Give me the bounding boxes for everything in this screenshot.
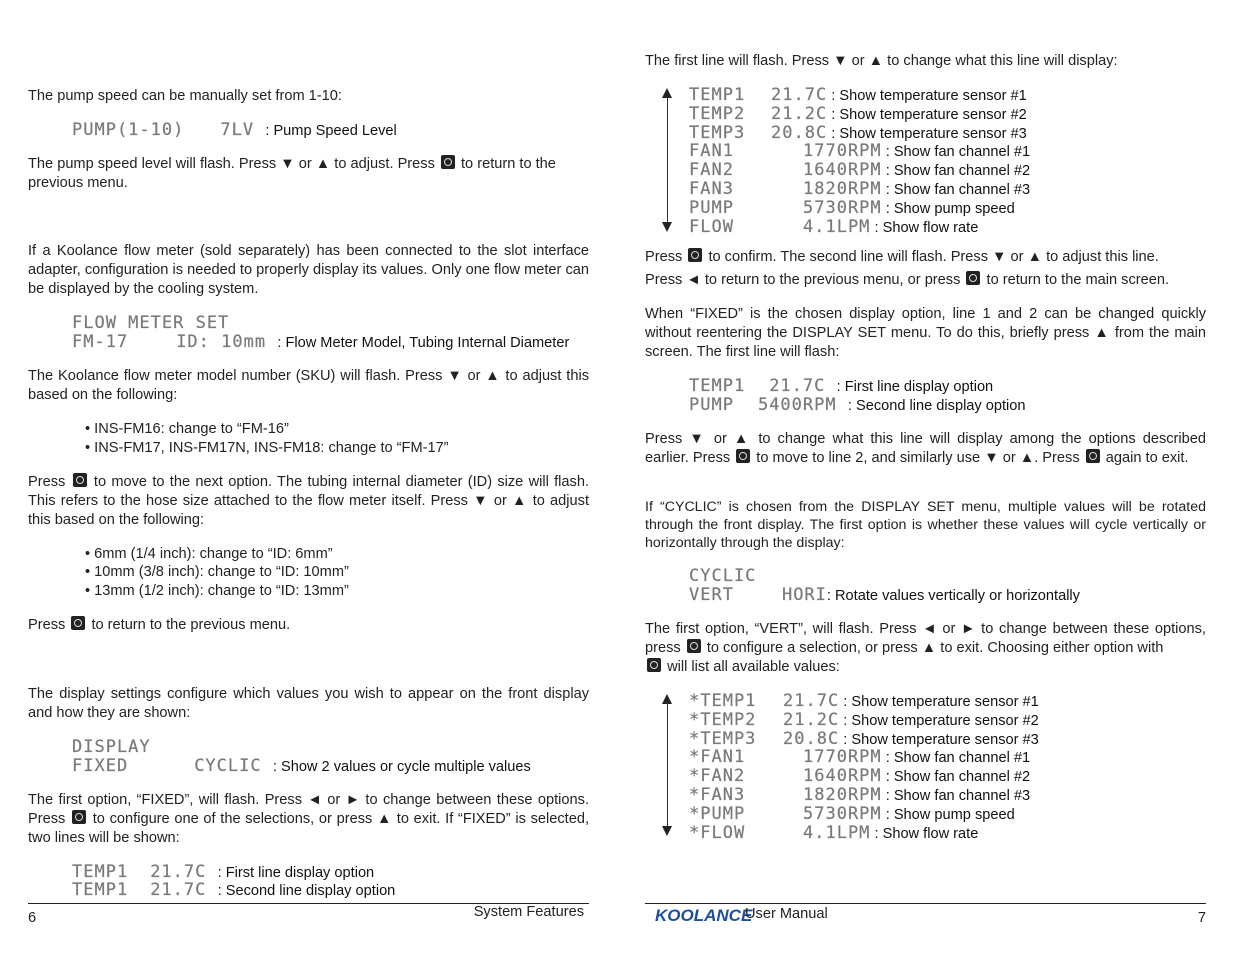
- text-part: to return to the previous menu.: [28, 156, 556, 191]
- lcd-label: FAN3: [689, 179, 734, 199]
- lcd-value: 5730RPM: [803, 803, 882, 824]
- lcd-label: *FAN2: [689, 766, 746, 787]
- lcd-description: First line display option: [225, 865, 375, 881]
- text-part: The first option, “FIXED”, will flash. Press ◄ or ► to change between these options. Press: [28, 792, 589, 827]
- lcd-label: *PUMP: [689, 803, 746, 824]
- size-bullet: • 6mm (1/4 inch): change to “ID: 6mm”: [85, 546, 333, 562]
- lcd-label: TEMP1: [689, 376, 746, 396]
- lcd-value: 21.7C: [783, 691, 840, 711]
- pump-speed-intro: The pump speed can be manually set from 1-10:: [28, 88, 342, 104]
- lcd-value: 4.1LPM: [803, 216, 871, 237]
- lcd-description: Show temperature sensor #3: [851, 731, 1039, 748]
- option-row: [689, 692, 1039, 711]
- lcd-description-wrap: : Show temperature sensor #2: [839, 712, 1039, 729]
- lcd-label: *TEMP2: [689, 709, 757, 730]
- lcd-description-wrap: : Show fan channel #2: [881, 769, 1031, 786]
- lcd-description-wrap: : Show temperature sensor #1: [827, 88, 1027, 104]
- lcd-description: Second line display option: [225, 883, 396, 899]
- lcd-value: 1820RPM: [803, 785, 882, 805]
- cyclic-intro: If “CYCLIC” is chosen from the DISPLAY SET menu, multiple values will be rotated through the front display. The first option is whether these values will cycle vertically or horizontally through the display:: [645, 499, 1206, 551]
- pump-speed-flash-text: [28, 155, 589, 193]
- select-button-icon: [71, 616, 85, 630]
- quick-lcd-line2: PUMP 5400RPM : Second line display option: [689, 395, 1026, 415]
- flow-meter-model-text: The Koolance flow meter model number (SKU) will flash. Press ▼ or ▲ to adjust this based on the following:: [28, 368, 589, 403]
- lcd-description: Show 2 values or cycle multiple values: [280, 759, 531, 775]
- select-button-icon: [73, 473, 87, 487]
- flow-lcd-line2: FM-17 ID: 10mm : Flow Meter Model, Tubing Internal Diameter: [72, 332, 570, 352]
- text-part: Press: [28, 617, 66, 633]
- text-part: to confirm. The second line will flash. Press ▼ or ▲ to adjust this line.: [708, 249, 1159, 265]
- text-part: will list all available values:: [667, 659, 840, 675]
- lcd-description-wrap: : Show temperature sensor #1: [839, 694, 1039, 710]
- lcd-description: Show pump speed: [893, 806, 1015, 823]
- lcd-description-wrap: : Show fan channel #2: [881, 163, 1031, 180]
- lcd-label: TEMP1: [72, 862, 129, 882]
- lcd-label: FLOW: [689, 216, 734, 237]
- option-row: [689, 142, 1030, 161]
- fixed-option-text: [28, 791, 589, 848]
- text-part: to move to line 2, and similarly use ▼ or ▲. Press: [756, 450, 1080, 466]
- text-part: The pump speed level will flash. Press ▼ or ▲ to adjust. Press: [28, 156, 435, 172]
- text-part: to move to the next option. The tubing internal diameter (ID) size will flash. This refers to the hose size attached to the flow meter itself. Press ▼ or ▲ to adjust this based on the following:: [28, 474, 589, 528]
- lcd-value: 20.8C: [771, 122, 828, 143]
- left-page: [28, 0, 589, 954]
- lcd-description-wrap: : Show flow rate: [870, 825, 979, 842]
- lcd-value: 21.7C: [150, 880, 207, 900]
- lcd-description: Pump Speed Level: [273, 123, 397, 139]
- lcd-description: Show fan channel #3: [893, 788, 1031, 804]
- text-part: Press ◄ to return to the previous menu, or press: [645, 272, 961, 288]
- lcd-description: Show fan channel #3: [893, 182, 1031, 198]
- option-row: [689, 105, 1027, 124]
- lcd-label: TEMP3: [689, 122, 746, 143]
- confirm-text: [645, 248, 1206, 267]
- lcd-label: TEMP1: [72, 880, 129, 900]
- vert-option-text: [645, 620, 1206, 677]
- text-part: to configure one of the selections, or press ▲ to exit. If “FIXED” is selected, two lines will be shown:: [28, 811, 590, 846]
- lcd-label: *FAN1: [689, 747, 746, 768]
- fixed-lcd-line2: TEMP1 21.7C : Second line display option: [72, 880, 396, 900]
- lcd-value: ID: 10mm: [176, 332, 267, 352]
- koolance-logo: KOOLANCE: [655, 906, 753, 925]
- lcd-value: 1770RPM: [803, 747, 882, 768]
- quick-change-instructions: [645, 430, 1206, 468]
- lcd-description: Show fan channel #1: [893, 144, 1031, 161]
- flow-lcd-line1: FLOW METER SET: [72, 313, 230, 333]
- text-part: Press: [28, 474, 66, 490]
- lcd-value: 5400RPM: [757, 395, 837, 415]
- lcd-description-wrap: : Show fan channel #3: [881, 182, 1031, 198]
- option-row: [689, 86, 1027, 105]
- option-row: [689, 161, 1030, 180]
- cyclic-lcd-line2: VERT HORI: Rotate values vertically or horizontally: [689, 585, 1080, 605]
- lcd-value: 20.8C: [783, 728, 840, 749]
- lcd-label: PUMP(1-10): [72, 120, 185, 140]
- select-button-icon: [647, 658, 661, 672]
- lcd-value: 21.7C: [769, 376, 826, 396]
- lcd-value: 7LV: [220, 120, 255, 140]
- tubing-id-text: [28, 473, 589, 530]
- lcd-description: Show fan channel #2: [893, 163, 1031, 180]
- lcd-description-wrap: : Show temperature sensor #2: [827, 106, 1027, 123]
- option-row: [689, 805, 1015, 824]
- lcd-label: *FAN3: [689, 785, 746, 805]
- return-text: [28, 616, 589, 635]
- option-row: [689, 180, 1030, 199]
- option-row: [689, 730, 1039, 749]
- lcd-description-wrap: : Show pump speed: [881, 806, 1015, 823]
- manual-title: User Manual: [745, 906, 828, 922]
- select-button-icon: [72, 810, 86, 824]
- select-button-icon: [441, 155, 455, 169]
- option-row: [689, 218, 978, 237]
- lcd-description-wrap: : Show temperature sensor #3: [839, 731, 1039, 748]
- text-part: The first option, “VERT”, will flash. Press ◄ or ► to change between these options, press: [645, 621, 1206, 656]
- select-button-icon: [966, 271, 980, 285]
- select-button-icon: [688, 248, 702, 262]
- lcd-value: 5730RPM: [803, 197, 882, 218]
- lcd-description-wrap: : Show flow rate: [870, 219, 979, 236]
- fixed-quick-change-text: When “FIXED” is the chosen display option, line 1 and 2 can be changed quickly without reentering the DISPLAY SET menu. To do this, briefly press ▲ from the main screen. The first line will flash:: [645, 306, 1206, 360]
- lcd-description: Show temperature sensor #1: [851, 694, 1039, 710]
- lcd-label: FM-17: [72, 332, 129, 352]
- page-number: 7: [1197, 910, 1206, 926]
- pump-lcd: PUMP(1-10) 7LV : Pump Speed Level: [72, 120, 397, 140]
- page-number: 6: [28, 910, 37, 926]
- lcd-label: PUMP: [689, 197, 734, 218]
- first-line-flash-text: The first line will flash. Press ▼ or ▲ to change what this line will display:: [645, 53, 1118, 69]
- lcd-value: HORI: [781, 585, 827, 605]
- right-page: [645, 0, 1206, 954]
- display-lcd-line1: DISPLAY: [72, 737, 151, 757]
- lcd-value: 21.2C: [771, 103, 828, 124]
- lcd-description-wrap: : Show fan channel #3: [881, 788, 1031, 804]
- footer-rule: [645, 903, 1206, 904]
- model-bullet: • INS-FM16: change to “FM-16”: [85, 421, 289, 437]
- text-part: to return to the previous menu.: [91, 617, 291, 633]
- lcd-value: 1640RPM: [803, 160, 882, 181]
- lcd-description: Show fan channel #2: [893, 769, 1031, 786]
- text-part: Press ▼ or ▲ to change what this line will display among the options described earlier. Press: [645, 431, 1206, 466]
- return-main-text: [645, 271, 1206, 290]
- lcd-value: 1820RPM: [803, 179, 882, 199]
- lcd-description-wrap: : Show fan channel #1: [881, 144, 1031, 161]
- display-settings-intro: The display settings configure which values you wish to appear on the front display and how they are shown:: [28, 686, 589, 721]
- lcd-label: TEMP1: [689, 85, 746, 105]
- lcd-description: Show temperature sensor #2: [851, 712, 1039, 729]
- size-bullet: • 13mm (1/2 inch): change to “ID: 13mm”: [85, 583, 349, 599]
- text-part: to return to the main screen.: [986, 272, 1170, 288]
- lcd-label: *FLOW: [689, 822, 746, 843]
- lcd-description: Rotate values vertically or horizontally: [835, 588, 1080, 604]
- flow-meter-intro: If a Koolance flow meter (sold separately) has been connected to the slot interface adapter, configuration is needed to properly display its values. Only one flow meter can be displayed by the cooling system.: [28, 243, 589, 297]
- lcd-label: FAN1: [689, 141, 734, 162]
- lcd-value: CYCLIC: [194, 756, 262, 776]
- lcd-label: PUMP: [689, 395, 734, 415]
- option-row: [689, 199, 1015, 218]
- section-title: System Features: [473, 904, 584, 920]
- option-row: [689, 124, 1027, 143]
- select-button-icon: [687, 639, 701, 653]
- lcd-value: 1770RPM: [803, 141, 882, 162]
- display-lcd-line2: FIXED CYCLIC : Show 2 values or cycle multiple values: [72, 756, 531, 776]
- lcd-label: *TEMP3: [689, 728, 757, 749]
- lcd-label: FIXED: [72, 756, 129, 776]
- lcd-label: FAN2: [689, 160, 734, 181]
- lcd-description: Show flow rate: [882, 219, 979, 236]
- text-part: to configure a selection, or press ▲ to exit. Choosing either option with: [706, 640, 1164, 656]
- lcd-description: Show fan channel #1: [893, 750, 1031, 767]
- cyclic-lcd-line1: CYCLIC: [689, 566, 757, 586]
- lcd-label: TEMP2: [689, 103, 746, 124]
- select-button-icon: [736, 449, 750, 463]
- text-part: Press: [645, 249, 683, 265]
- option-row: [689, 824, 978, 843]
- lcd-description: Show temperature sensor #1: [839, 88, 1027, 104]
- lcd-value: 21.7C: [771, 85, 828, 105]
- option-row: [689, 748, 1030, 767]
- lcd-description-wrap: : Show temperature sensor #3: [827, 125, 1027, 142]
- lcd-description: Flow Meter Model, Tubing Internal Diameter: [285, 335, 570, 351]
- option-row: [689, 711, 1039, 730]
- size-bullet: • 10mm (3/8 inch): change to “ID: 10mm”: [85, 564, 349, 580]
- select-button-icon: [1086, 449, 1100, 463]
- quick-lcd-line1: TEMP1 21.7C : First line display option: [689, 376, 994, 396]
- lcd-description-wrap: : Show fan channel #1: [881, 750, 1031, 767]
- option-row: [689, 786, 1030, 805]
- lcd-description: Show flow rate: [882, 825, 979, 842]
- model-bullet: • INS-FM17, INS-FM17N, INS-FM18: change to “FM-17”: [85, 440, 449, 456]
- lcd-label: VERT: [689, 585, 734, 605]
- lcd-label: *TEMP1: [689, 691, 757, 711]
- lcd-description: Second line display option: [855, 398, 1026, 414]
- option-row: [689, 767, 1030, 786]
- lcd-value: 21.2C: [783, 709, 840, 730]
- lcd-value: 1640RPM: [803, 766, 882, 787]
- lcd-description: Show pump speed: [893, 200, 1015, 217]
- lcd-description-wrap: : Show pump speed: [881, 200, 1015, 217]
- lcd-description: First line display option: [844, 379, 994, 395]
- lcd-value: 21.7C: [150, 862, 207, 882]
- lcd-description: Show temperature sensor #2: [839, 106, 1027, 123]
- lcd-value: 4.1LPM: [803, 822, 871, 843]
- lcd-description: Show temperature sensor #3: [839, 125, 1027, 142]
- text-part: again to exit.: [1105, 450, 1189, 466]
- fixed-lcd-line1: TEMP1 21.7C : First line display option: [72, 862, 375, 882]
